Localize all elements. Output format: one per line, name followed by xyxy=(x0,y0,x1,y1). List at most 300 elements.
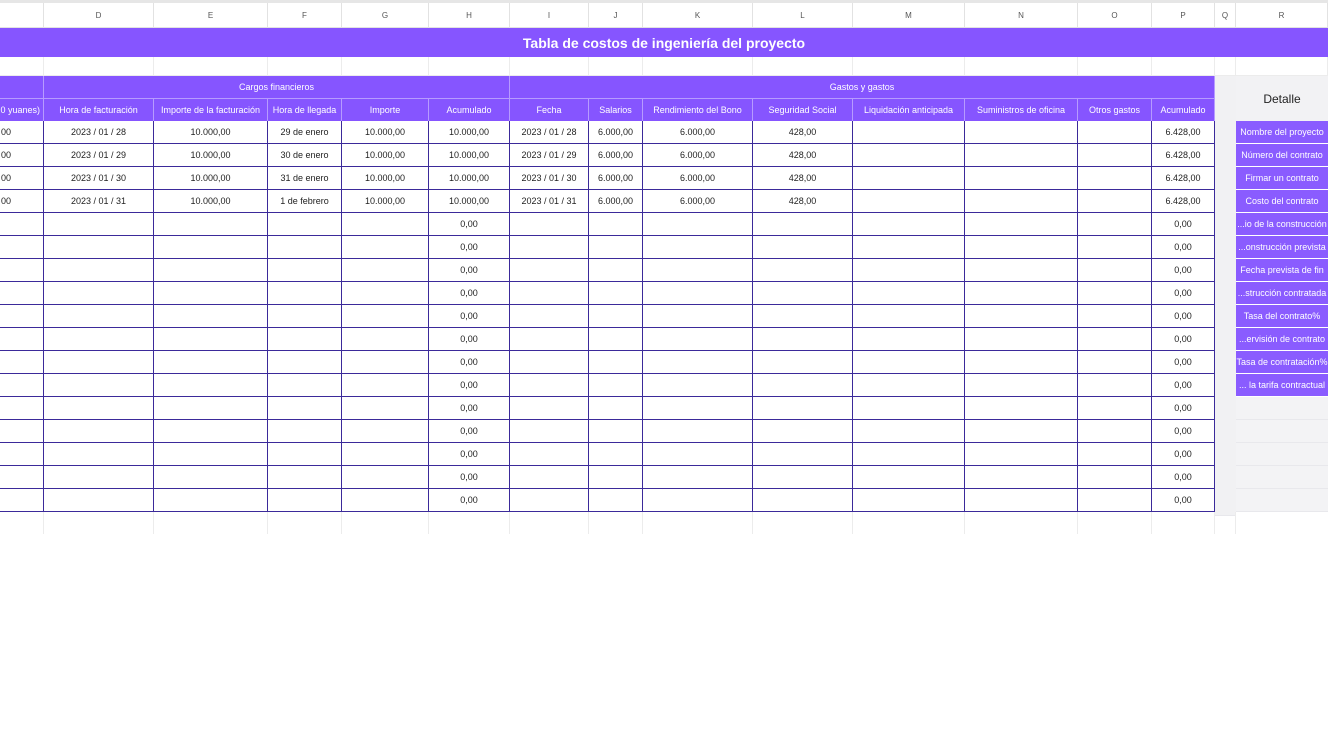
table-cell[interactable] xyxy=(342,489,429,512)
table-cell[interactable] xyxy=(853,236,965,259)
table-cell[interactable] xyxy=(154,305,268,328)
table-cell[interactable] xyxy=(1078,121,1152,144)
table-cell[interactable] xyxy=(510,282,589,305)
table-cell[interactable]: 428,00 xyxy=(753,121,853,144)
table-cell[interactable] xyxy=(0,420,44,443)
table-cell[interactable] xyxy=(1078,397,1152,420)
table-cell[interactable] xyxy=(154,213,268,236)
table-cell[interactable]: 0,00 xyxy=(1152,282,1215,305)
table-cell[interactable] xyxy=(268,443,342,466)
blank-cell[interactable] xyxy=(1152,512,1215,534)
blank-cell[interactable] xyxy=(853,57,965,76)
column-header-j[interactable]: J xyxy=(589,3,643,28)
blank-cell[interactable] xyxy=(589,57,643,76)
table-cell[interactable]: 0,00 xyxy=(1152,374,1215,397)
table-cell[interactable] xyxy=(342,282,429,305)
table-cell[interactable] xyxy=(154,236,268,259)
table-cell[interactable] xyxy=(1078,420,1152,443)
table-cell[interactable]: 2023 / 01 / 29 xyxy=(510,144,589,167)
table-cell[interactable] xyxy=(589,420,643,443)
table-cell[interactable]: 0,00 xyxy=(429,328,510,351)
table-cell[interactable] xyxy=(1078,351,1152,374)
table-cell[interactable]: 6.428,00 xyxy=(1152,190,1215,213)
header-salaries: Salarios xyxy=(589,98,643,121)
table-cell[interactable]: 2023 / 01 / 30 xyxy=(44,167,154,190)
table-cell[interactable] xyxy=(643,466,753,489)
column-header-r[interactable]: R xyxy=(1236,3,1328,28)
table-cell[interactable] xyxy=(965,374,1078,397)
table-cell[interactable] xyxy=(0,213,44,236)
table-cell[interactable] xyxy=(853,443,965,466)
table-cell[interactable] xyxy=(853,144,965,167)
table-cell[interactable] xyxy=(853,351,965,374)
blank-cell[interactable] xyxy=(268,512,342,534)
table-cell[interactable] xyxy=(1078,282,1152,305)
table-cell[interactable] xyxy=(643,259,753,282)
blank-cell[interactable] xyxy=(429,57,510,76)
table-cell[interactable] xyxy=(154,397,268,420)
table-cell[interactable] xyxy=(154,351,268,374)
table-cell[interactable] xyxy=(965,466,1078,489)
table-cell[interactable] xyxy=(0,282,44,305)
table-cell[interactable] xyxy=(342,305,429,328)
blank-cell[interactable] xyxy=(643,57,753,76)
table-cell[interactable]: 6.000,00 xyxy=(589,144,643,167)
table-cell[interactable] xyxy=(44,489,154,512)
table-cell[interactable]: 0,00 xyxy=(429,420,510,443)
table-cell[interactable]: 0,00 xyxy=(1152,397,1215,420)
table-cell[interactable] xyxy=(510,443,589,466)
table-cell[interactable] xyxy=(965,305,1078,328)
table-cell[interactable] xyxy=(342,213,429,236)
table-cell[interactable] xyxy=(853,167,965,190)
table-cell[interactable] xyxy=(643,328,753,351)
table-cell[interactable]: 2023 / 01 / 31 xyxy=(510,190,589,213)
table-cell[interactable]: 10.000,00 xyxy=(154,144,268,167)
blank-cell[interactable] xyxy=(342,57,429,76)
table-cell[interactable] xyxy=(342,443,429,466)
table-cell[interactable] xyxy=(268,420,342,443)
table-cell[interactable] xyxy=(589,236,643,259)
table-cell[interactable] xyxy=(154,420,268,443)
header-advance-settlement: Liquidación anticipada xyxy=(853,98,965,121)
table-cell[interactable] xyxy=(510,236,589,259)
column-header-f[interactable]: F xyxy=(268,3,342,28)
table-cell[interactable] xyxy=(510,259,589,282)
table-cell[interactable]: 2023 / 01 / 28 xyxy=(44,121,154,144)
blank-cell[interactable] xyxy=(429,512,510,534)
table-cell[interactable] xyxy=(0,443,44,466)
table-cell[interactable] xyxy=(1078,328,1152,351)
table-cell[interactable] xyxy=(753,397,853,420)
detail-label: ...io de la construcción xyxy=(1236,213,1328,236)
table-cell[interactable] xyxy=(965,420,1078,443)
table-cell[interactable]: 6.428,00 xyxy=(1152,144,1215,167)
blank-cell[interactable] xyxy=(154,512,268,534)
table-cell[interactable]: 10.000,00 xyxy=(342,190,429,213)
table-cell[interactable] xyxy=(268,351,342,374)
table-cell[interactable] xyxy=(965,236,1078,259)
table-cell[interactable] xyxy=(853,374,965,397)
table-cell[interactable] xyxy=(589,328,643,351)
table-cell[interactable] xyxy=(853,397,965,420)
table-cell[interactable] xyxy=(753,305,853,328)
blank-cell[interactable] xyxy=(1078,57,1152,76)
table-cell[interactable]: 00 xyxy=(0,121,44,144)
table-cell[interactable] xyxy=(965,443,1078,466)
table-cell[interactable]: 0,00 xyxy=(1152,466,1215,489)
blank-cell[interactable] xyxy=(1215,512,1236,534)
table-cell[interactable]: 10.000,00 xyxy=(154,167,268,190)
table-cell[interactable]: 10.000,00 xyxy=(429,144,510,167)
table-cell[interactable] xyxy=(268,374,342,397)
blank-cell[interactable] xyxy=(965,512,1078,534)
table-cell[interactable] xyxy=(342,374,429,397)
table-cell[interactable] xyxy=(965,213,1078,236)
table-cell[interactable] xyxy=(0,328,44,351)
table-cell[interactable]: 10.000,00 xyxy=(429,190,510,213)
table-cell[interactable]: 0,00 xyxy=(429,351,510,374)
table-cell[interactable] xyxy=(1078,144,1152,167)
table-cell[interactable]: 428,00 xyxy=(753,190,853,213)
table-cell[interactable] xyxy=(0,259,44,282)
table-cell[interactable]: 00 xyxy=(0,144,44,167)
table-cell[interactable]: 29 de enero xyxy=(268,121,342,144)
column-header-o[interactable]: O xyxy=(1078,3,1152,28)
blank-cell[interactable] xyxy=(1236,57,1328,76)
table-cell[interactable]: 2023 / 01 / 30 xyxy=(510,167,589,190)
blank-cell[interactable] xyxy=(1215,57,1236,76)
table-cell[interactable] xyxy=(643,305,753,328)
table-cell[interactable] xyxy=(853,328,965,351)
table-cell[interactable] xyxy=(154,259,268,282)
blank-cell[interactable] xyxy=(589,512,643,534)
blank-cell[interactable] xyxy=(44,57,154,76)
column-header-m[interactable]: M xyxy=(853,3,965,28)
blank-cell[interactable] xyxy=(853,512,965,534)
table-cell[interactable] xyxy=(965,351,1078,374)
table-cell[interactable] xyxy=(965,489,1078,512)
header-billing-amount: Importe de la facturación xyxy=(154,98,268,121)
table-cell[interactable] xyxy=(853,259,965,282)
table-cell[interactable] xyxy=(753,259,853,282)
table-cell[interactable] xyxy=(510,397,589,420)
detail-empty-cell[interactable] xyxy=(1236,397,1328,420)
table-cell[interactable] xyxy=(965,328,1078,351)
table-cell[interactable] xyxy=(1078,167,1152,190)
table-cell[interactable] xyxy=(853,466,965,489)
table-cell[interactable] xyxy=(268,236,342,259)
table-cell[interactable] xyxy=(510,328,589,351)
table-cell[interactable] xyxy=(510,466,589,489)
table-cell[interactable] xyxy=(44,420,154,443)
table-cell[interactable] xyxy=(0,374,44,397)
table-cell[interactable] xyxy=(268,328,342,351)
table-cell[interactable] xyxy=(643,489,753,512)
blank-cell[interactable] xyxy=(1078,512,1152,534)
table-cell[interactable] xyxy=(853,305,965,328)
table-cell[interactable] xyxy=(1078,466,1152,489)
table-cell[interactable] xyxy=(853,420,965,443)
table-cell[interactable]: 0,00 xyxy=(429,282,510,305)
table-cell[interactable]: 30 de enero xyxy=(268,144,342,167)
table-cell[interactable] xyxy=(0,305,44,328)
detail-empty-cell[interactable] xyxy=(1236,443,1328,466)
table-cell[interactable]: 0,00 xyxy=(429,466,510,489)
table-cell[interactable] xyxy=(753,466,853,489)
table-cell[interactable]: 6.000,00 xyxy=(589,167,643,190)
blank-cell[interactable] xyxy=(753,57,853,76)
table-cell[interactable] xyxy=(589,466,643,489)
table-cell[interactable]: 0,00 xyxy=(1152,236,1215,259)
table-cell[interactable]: 6.428,00 xyxy=(1152,121,1215,144)
table-cell[interactable] xyxy=(965,121,1078,144)
blank-cell[interactable] xyxy=(268,57,342,76)
table-cell[interactable] xyxy=(342,351,429,374)
table-cell[interactable]: 00 xyxy=(0,167,44,190)
table-cell[interactable]: 0,00 xyxy=(1152,443,1215,466)
table-cell[interactable]: 10.000,00 xyxy=(154,190,268,213)
table-cell[interactable] xyxy=(589,213,643,236)
table-cell[interactable] xyxy=(0,466,44,489)
table-cell[interactable]: 6.000,00 xyxy=(643,190,753,213)
table-cell[interactable] xyxy=(853,282,965,305)
detail-empty-cell[interactable] xyxy=(1236,420,1328,443)
table-cell[interactable] xyxy=(0,236,44,259)
table-cell[interactable] xyxy=(753,213,853,236)
table-cell[interactable]: 2023 / 01 / 31 xyxy=(44,190,154,213)
table-cell[interactable] xyxy=(589,282,643,305)
table-cell[interactable]: 1 de febrero xyxy=(268,190,342,213)
table-cell[interactable] xyxy=(44,282,154,305)
table-cell[interactable]: 0,00 xyxy=(429,236,510,259)
table-cell[interactable]: 6.000,00 xyxy=(589,190,643,213)
table-cell[interactable] xyxy=(154,374,268,397)
table-cell[interactable]: 0,00 xyxy=(429,443,510,466)
table-cell[interactable] xyxy=(853,489,965,512)
table-cell[interactable]: 0,00 xyxy=(429,374,510,397)
table-cell[interactable]: 10.000,00 xyxy=(342,121,429,144)
table-cell[interactable] xyxy=(510,305,589,328)
table-cell[interactable] xyxy=(0,397,44,420)
table-cell[interactable] xyxy=(753,328,853,351)
table-cell[interactable] xyxy=(965,144,1078,167)
table-cell[interactable] xyxy=(44,213,154,236)
table-cell[interactable] xyxy=(44,443,154,466)
table-cell[interactable] xyxy=(510,489,589,512)
detail-label: ...onstrucción prevista xyxy=(1236,236,1328,259)
blank-cell[interactable] xyxy=(510,57,589,76)
table-cell[interactable]: 0,00 xyxy=(429,489,510,512)
table-cell[interactable] xyxy=(965,167,1078,190)
column-header-n[interactable]: N xyxy=(965,3,1078,28)
table-cell[interactable]: 0,00 xyxy=(429,397,510,420)
table-cell[interactable] xyxy=(753,351,853,374)
table-cell[interactable]: 6.000,00 xyxy=(589,121,643,144)
table-cell[interactable] xyxy=(342,328,429,351)
table-cell[interactable]: 10.000,00 xyxy=(154,121,268,144)
table-cell[interactable] xyxy=(965,282,1078,305)
table-cell[interactable] xyxy=(44,259,154,282)
table-cell[interactable] xyxy=(342,466,429,489)
column-header-h[interactable]: H xyxy=(429,3,510,28)
table-cell[interactable] xyxy=(643,351,753,374)
blank-cell[interactable] xyxy=(1152,57,1215,76)
table-cell[interactable] xyxy=(44,397,154,420)
table-cell[interactable] xyxy=(589,397,643,420)
table-cell[interactable]: 6.000,00 xyxy=(643,144,753,167)
table-cell[interactable] xyxy=(44,351,154,374)
table-cell[interactable] xyxy=(154,489,268,512)
table-cell[interactable]: 31 de enero xyxy=(268,167,342,190)
table-cell[interactable]: 0,00 xyxy=(1152,351,1215,374)
table-cell[interactable]: 6.000,00 xyxy=(643,121,753,144)
table-cell[interactable] xyxy=(268,259,342,282)
table-cell[interactable] xyxy=(510,374,589,397)
details-heading: Detalle xyxy=(1236,76,1328,121)
table-cell[interactable] xyxy=(643,236,753,259)
table-cell[interactable]: 00 xyxy=(0,190,44,213)
table-cell[interactable] xyxy=(753,374,853,397)
table-cell[interactable] xyxy=(268,213,342,236)
table-cell[interactable] xyxy=(154,328,268,351)
table-cell[interactable] xyxy=(268,397,342,420)
table-cell[interactable] xyxy=(589,489,643,512)
table-cell[interactable] xyxy=(589,259,643,282)
table-cell[interactable]: 428,00 xyxy=(753,167,853,190)
table-cell[interactable] xyxy=(753,420,853,443)
table-cell[interactable]: 0,00 xyxy=(1152,259,1215,282)
table-cell[interactable] xyxy=(44,328,154,351)
column-header-e[interactable]: E xyxy=(154,3,268,28)
blank-cell[interactable] xyxy=(753,512,853,534)
table-cell[interactable] xyxy=(44,236,154,259)
table-cell[interactable]: 0,00 xyxy=(1152,213,1215,236)
table-cell[interactable]: 6.428,00 xyxy=(1152,167,1215,190)
table-cell[interactable] xyxy=(753,282,853,305)
table-cell[interactable] xyxy=(1078,489,1152,512)
column-header-k[interactable]: K xyxy=(643,3,753,28)
table-cell[interactable] xyxy=(965,190,1078,213)
table-cell[interactable] xyxy=(342,236,429,259)
blank-cell[interactable] xyxy=(510,512,589,534)
header-bonus: Rendimiento del Bono xyxy=(643,98,753,121)
table-cell[interactable] xyxy=(965,259,1078,282)
table-cell[interactable] xyxy=(268,305,342,328)
column-header-d[interactable]: D xyxy=(44,3,154,28)
table-cell[interactable] xyxy=(643,213,753,236)
table-cell[interactable] xyxy=(589,443,643,466)
table-cell[interactable] xyxy=(643,282,753,305)
table-cell[interactable]: 0,00 xyxy=(1152,420,1215,443)
table-cell[interactable] xyxy=(154,443,268,466)
table-cell[interactable] xyxy=(342,397,429,420)
table-cell[interactable] xyxy=(1078,443,1152,466)
table-cell[interactable] xyxy=(589,351,643,374)
detail-label: Fecha prevista de fin xyxy=(1236,259,1328,282)
table-cell[interactable] xyxy=(753,443,853,466)
table-cell[interactable] xyxy=(853,213,965,236)
table-cell[interactable]: 10.000,00 xyxy=(342,167,429,190)
table-cell[interactable] xyxy=(753,489,853,512)
table-cell[interactable]: 10.000,00 xyxy=(342,144,429,167)
table-cell[interactable] xyxy=(643,397,753,420)
table-cell[interactable]: 0,00 xyxy=(429,259,510,282)
detail-empty-cell[interactable] xyxy=(1236,489,1328,512)
column-header-q[interactable]: Q xyxy=(1215,3,1236,28)
header-partial: 0 yuanes) xyxy=(0,98,44,121)
blank-cell[interactable] xyxy=(0,57,44,76)
table-cell[interactable] xyxy=(643,374,753,397)
table-cell[interactable] xyxy=(510,420,589,443)
table-cell[interactable] xyxy=(154,466,268,489)
table-cell[interactable] xyxy=(1078,213,1152,236)
table-cell[interactable] xyxy=(154,282,268,305)
column-header-i[interactable]: I xyxy=(510,3,589,28)
table-cell[interactable]: 6.000,00 xyxy=(643,167,753,190)
column-header-g[interactable]: G xyxy=(342,3,429,28)
table-cell[interactable] xyxy=(1078,305,1152,328)
table-cell[interactable] xyxy=(589,374,643,397)
column-header-c[interactable] xyxy=(0,3,44,28)
table-cell[interactable]: 0,00 xyxy=(1152,328,1215,351)
table-cell[interactable] xyxy=(268,489,342,512)
table-cell[interactable]: 428,00 xyxy=(753,144,853,167)
table-cell[interactable] xyxy=(44,466,154,489)
table-cell[interactable] xyxy=(342,420,429,443)
table-cell[interactable] xyxy=(1078,374,1152,397)
table-cell[interactable] xyxy=(1078,190,1152,213)
table-cell[interactable]: 0,00 xyxy=(1152,305,1215,328)
detail-label: ...ervisión de contrato xyxy=(1236,328,1328,351)
table-cell[interactable] xyxy=(853,190,965,213)
table-cell[interactable]: 2023 / 01 / 28 xyxy=(510,121,589,144)
table-cell[interactable] xyxy=(643,443,753,466)
table-cell[interactable] xyxy=(0,489,44,512)
table-cell[interactable]: 2023 / 01 / 29 xyxy=(44,144,154,167)
column-header-l[interactable]: L xyxy=(753,3,853,28)
table-cell[interactable] xyxy=(510,213,589,236)
blank-cell[interactable] xyxy=(44,512,154,534)
blank-cell[interactable] xyxy=(342,512,429,534)
table-cell[interactable] xyxy=(44,305,154,328)
detail-empty-cell[interactable] xyxy=(1236,466,1328,489)
table-cell[interactable]: 10.000,00 xyxy=(429,121,510,144)
table-cell[interactable] xyxy=(643,420,753,443)
table-cell[interactable] xyxy=(1078,259,1152,282)
table-cell[interactable] xyxy=(0,351,44,374)
table-cell[interactable] xyxy=(510,351,589,374)
table-cell[interactable]: 0,00 xyxy=(429,213,510,236)
blank-cell[interactable] xyxy=(0,512,44,534)
blank-cell[interactable] xyxy=(154,57,268,76)
blank-cell[interactable] xyxy=(965,57,1078,76)
table-cell[interactable]: 0,00 xyxy=(429,305,510,328)
blank-cell[interactable] xyxy=(643,512,753,534)
table-cell[interactable] xyxy=(589,305,643,328)
table-cell[interactable] xyxy=(268,466,342,489)
table-cell[interactable]: 0,00 xyxy=(1152,489,1215,512)
table-cell[interactable] xyxy=(853,121,965,144)
table-cell[interactable] xyxy=(44,374,154,397)
table-cell[interactable]: 10.000,00 xyxy=(429,167,510,190)
table-cell[interactable] xyxy=(342,259,429,282)
table-cell[interactable] xyxy=(965,397,1078,420)
table-cell[interactable] xyxy=(268,282,342,305)
table-cell[interactable] xyxy=(753,236,853,259)
column-header-p[interactable]: P xyxy=(1152,3,1215,28)
table-cell[interactable] xyxy=(1078,236,1152,259)
